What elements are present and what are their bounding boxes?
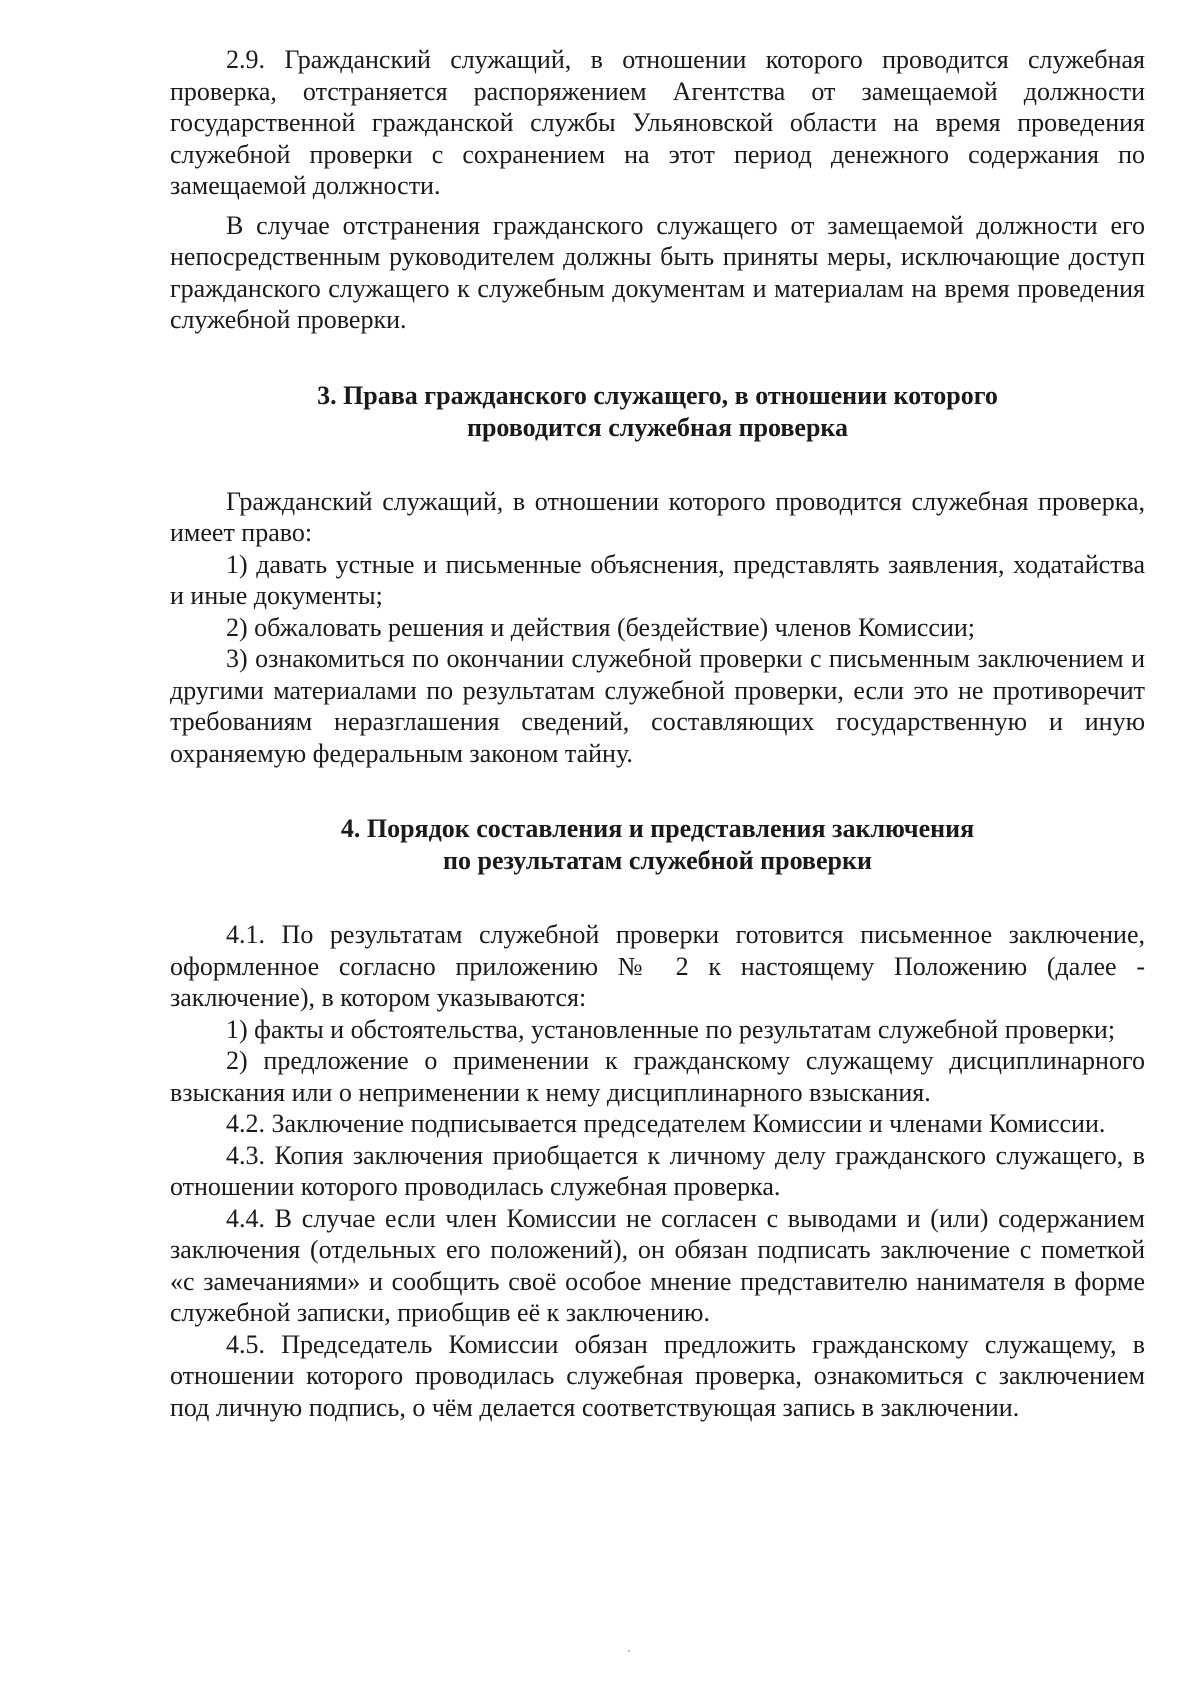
section-3-intro: Гражданский служащий, в отношении которого проводится служебная проверка, имеет право: (170, 486, 1145, 547)
paragraph-4-4: 4.4. В случае если член Комиссии не согласен с выводами и (или) содержанием заключения (отдельных его положений), он обязан подписать заключение с пометкой «с замечаниями» и сообщить своё особое мнение представителю нанимателя в форме служебной записки, приобщив её к заключению. (170, 1203, 1145, 1327)
section-3-item-2: 2) обжаловать решения и действия (бездействие) членов Комиссии; (226, 612, 976, 642)
section-3-item-3: 3) ознакомиться по окончании служебной проверки с письменным заключением и другими материалами по результатам служебной проверки, если это не противоречит требованиям неразглашения сведений, составляющих государственную и иную охраняемую федеральным законом тайну. (170, 644, 1145, 768)
section-3-heading-line2: проводится служебная проверка (466, 412, 849, 442)
scan-speck (628, 1650, 630, 1652)
section-3-heading (170, 380, 1145, 444)
section-4-heading-line1: 4. Порядок составления и представления заключения (340, 814, 975, 843)
paragraph-4-1-item-2: 2) предложение о применении к гражданскому служащему дисциплинарного взыскания или о неприменении к нему дисциплинарного взыскания. (170, 1046, 1145, 1107)
section-4-heading-line2: по результатам служебной проверки (443, 846, 872, 875)
paragraph-4-3: 4.3. Копия заключения приобщается к личному делу гражданского служащего, в отношении которого проводилась служебная проверка. (170, 1140, 1145, 1201)
paragraph-4-1: 4.1. По результатам служебной проверки готовится письменное заключение, оформленное согласно приложению № 2 к настоящему Положению (далее - заключение), в котором указываются: (170, 920, 1145, 1012)
paragraph-4-2: 4.2. Заключение подписывается председателем Комиссии и членами Комиссии. (226, 1109, 1106, 1138)
paragraph-2-9-continued: В случае отстранения гражданского служащего от замещаемой должности его непосредственным руководителем должны быть приняты меры, исключающие доступ гражданского служащего к служебным документам и материалам на время проведения служебной проверки. (170, 210, 1145, 334)
section-3-heading-line1: 3. Права гражданского служащего, в отношении которого (317, 380, 998, 410)
document-page (170, 44, 1145, 1423)
section-4-heading (170, 813, 1145, 877)
section-3-item-1: 1) давать устные и письменные объяснения, представлять заявления, ходатайства и иные документы; (170, 549, 1145, 610)
paragraph-2-9: 2.9. Гражданский служащий, в отношении которого проводится служебная проверка, отстраняется распоряжением Агентства от замещаемой должности государственной гражданской службы Ульяновской области на время проведения служебной проверки с сохранением на этот период денежного содержания по замещаемой должности. (170, 45, 1145, 200)
paragraph-4-1-item-1: 1) факты и обстоятельства, установленные по результатам служебной проверки; (226, 1014, 1116, 1044)
paragraph-4-5: 4.5. Председатель Комиссии обязан предложить гражданскому служащему, в отношении которого проводилась служебная проверка, ознакомиться с заключением под личную подпись, о чём делается соответствующая запись в заключении. (170, 1329, 1145, 1422)
